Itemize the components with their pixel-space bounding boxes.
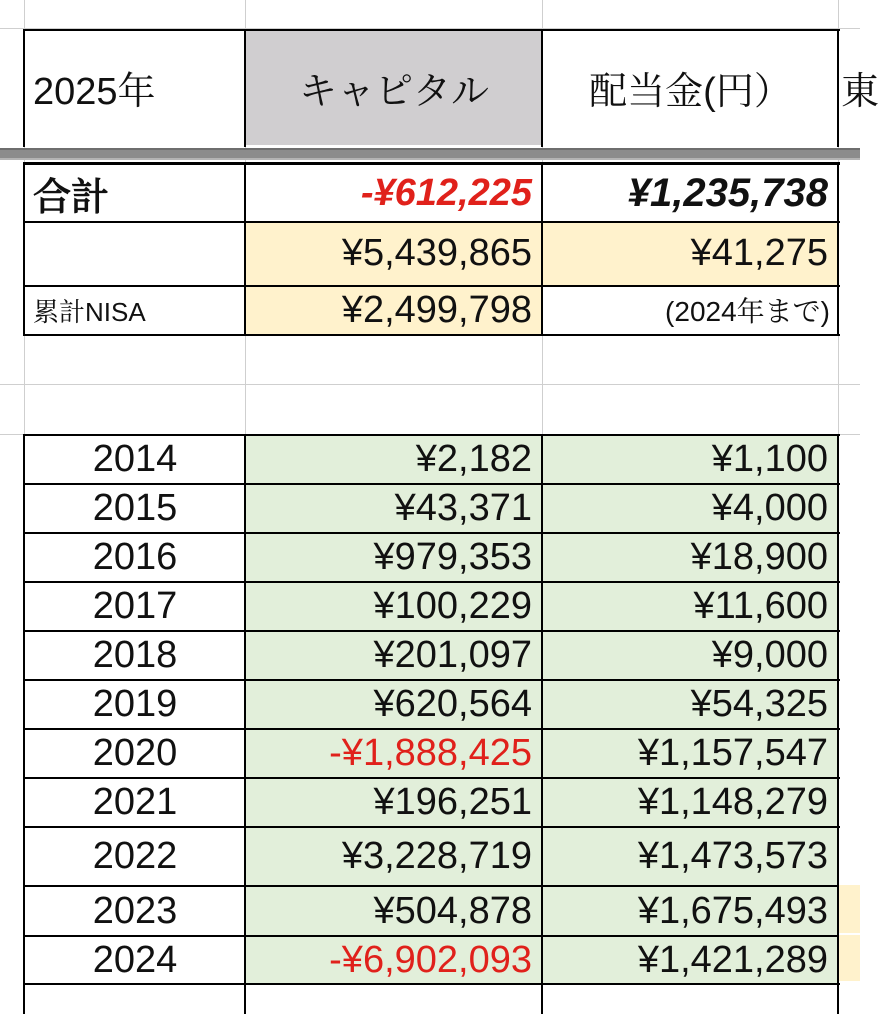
border — [541, 434, 543, 1014]
total-capital-cell[interactable] — [246, 165, 542, 221]
year-cell[interactable] — [25, 779, 245, 826]
dividend-value: ¥1,675,493 — [637, 889, 828, 932]
border — [23, 29, 840, 31]
capital-value: ¥201,097 — [373, 634, 532, 676]
capital-cell[interactable] — [246, 730, 542, 777]
row-border — [23, 532, 840, 534]
year-value: 2014 — [92, 438, 178, 480]
nisa-capital-cell[interactable] — [246, 286, 542, 334]
capital-cell[interactable] — [246, 583, 542, 630]
border — [23, 285, 840, 287]
capital-value: -¥6,902,093 — [329, 938, 532, 981]
year-value: 2017 — [92, 585, 178, 627]
capital-value: ¥3,228,719 — [341, 835, 532, 877]
dividend-header-label: 配当金(円） — [589, 71, 792, 113]
capital-value: ¥100,229 — [373, 585, 532, 627]
year-cell[interactable] — [25, 583, 245, 630]
year-header-label: 2025年 — [33, 71, 156, 113]
next-column-header-cell[interactable] — [839, 30, 879, 145]
nisa-note: (2024年まで) — [665, 296, 830, 327]
dividend-value: ¥18,900 — [690, 536, 828, 578]
total-dividend-cell[interactable] — [543, 165, 838, 221]
dividend-cell[interactable] — [543, 534, 838, 581]
capital-cell[interactable] — [246, 681, 542, 728]
capital-value: ¥979,353 — [373, 536, 532, 578]
dividend-value: ¥54,325 — [690, 683, 828, 725]
dividend-cell[interactable] — [543, 632, 838, 679]
row-border — [23, 581, 840, 583]
border — [23, 434, 25, 1014]
current-label-cell[interactable] — [25, 222, 245, 285]
capital-value: ¥2,182 — [415, 438, 532, 480]
next-column-header-label: 東 — [841, 71, 879, 113]
row-border — [23, 885, 840, 887]
capital-value: -¥1,888,425 — [329, 732, 532, 774]
border — [23, 221, 840, 223]
year-cell[interactable] — [25, 730, 245, 777]
year-cell[interactable] — [25, 485, 245, 532]
year-cell[interactable] — [25, 534, 245, 581]
year-cell[interactable] — [25, 828, 245, 885]
border — [23, 162, 840, 165]
nisa-label: 累計NISA — [33, 296, 146, 327]
border — [23, 334, 840, 336]
capital-cell[interactable] — [246, 436, 542, 483]
dividend-value: ¥9,000 — [711, 634, 828, 676]
capital-cell[interactable] — [246, 485, 542, 532]
capital-cell[interactable] — [246, 534, 542, 581]
year-value: 2024 — [92, 938, 178, 981]
total-capital-value: -¥612,225 — [360, 171, 532, 214]
year-value: 2015 — [92, 487, 178, 529]
partial-cell[interactable] — [839, 885, 860, 933]
capital-header-label: キャピタル — [298, 71, 489, 113]
capital-value: ¥43,371 — [394, 487, 532, 529]
row-border — [23, 679, 840, 681]
year-value: 2018 — [92, 634, 178, 676]
dividend-value: ¥11,600 — [693, 585, 828, 627]
current-dividend-cell[interactable] — [543, 222, 838, 285]
dividend-cell[interactable] — [543, 828, 838, 885]
capital-cell[interactable] — [246, 828, 542, 885]
row-border — [23, 483, 840, 485]
dividend-value: ¥1,148,279 — [637, 781, 828, 823]
dividend-value: ¥1,157,547 — [637, 732, 828, 774]
border — [23, 29, 25, 147]
year-value: 2016 — [92, 536, 178, 578]
capital-value: ¥504,878 — [373, 889, 532, 932]
row-border — [23, 434, 840, 436]
year-value: 2023 — [92, 889, 178, 932]
dividend-header-cell[interactable] — [543, 30, 838, 145]
border — [244, 29, 246, 147]
total-dividend-value: ¥1,235,738 — [627, 170, 828, 215]
border — [541, 29, 543, 147]
current-capital-cell[interactable] — [246, 222, 542, 285]
capital-header-cell[interactable] — [246, 30, 542, 145]
dividend-value: ¥1,473,573 — [637, 835, 828, 877]
row-border — [23, 935, 840, 937]
current-dividend-value: ¥41,275 — [690, 232, 828, 274]
border — [23, 162, 25, 336]
total-label: 合計 — [33, 176, 110, 219]
capital-cell[interactable] — [246, 632, 542, 679]
border — [244, 434, 246, 1014]
dividend-cell[interactable] — [543, 887, 838, 935]
border — [244, 162, 246, 336]
year-cell[interactable] — [25, 632, 245, 679]
dividend-cell[interactable] — [543, 436, 838, 483]
capital-cell[interactable] — [246, 779, 542, 826]
capital-cell[interactable] — [246, 887, 542, 935]
row-border — [23, 728, 840, 730]
border — [541, 162, 543, 336]
year-header-cell[interactable] — [25, 30, 245, 145]
total-label-cell[interactable] — [25, 165, 245, 221]
row-border — [23, 630, 840, 632]
frozen-pane-divider[interactable] — [0, 148, 860, 160]
dividend-cell[interactable] — [543, 583, 838, 630]
current-capital-value: ¥5,439,865 — [341, 232, 532, 274]
year-cell[interactable] — [25, 887, 245, 935]
partial-cell[interactable] — [839, 935, 860, 981]
gridline — [0, 384, 860, 385]
year-value: 2021 — [92, 781, 178, 823]
year-cell[interactable] — [25, 436, 245, 483]
capital-value: ¥196,251 — [373, 781, 532, 823]
dividend-cell[interactable] — [543, 937, 838, 983]
border — [837, 29, 839, 147]
year-value: 2019 — [92, 683, 178, 725]
capital-value: ¥620,564 — [373, 683, 532, 725]
year-cell[interactable] — [25, 681, 245, 728]
dividend-value: ¥1,100 — [711, 438, 828, 480]
nisa-note-cell[interactable] — [543, 286, 838, 334]
year-value: 2022 — [92, 835, 178, 877]
nisa-capital-value: ¥2,499,798 — [341, 288, 532, 331]
dividend-cell[interactable] — [543, 485, 838, 532]
dividend-cell[interactable] — [543, 779, 838, 826]
row-border — [23, 983, 840, 985]
border — [837, 162, 839, 336]
dividend-value: ¥1,421,289 — [637, 938, 828, 981]
capital-cell[interactable] — [246, 937, 542, 983]
dividend-value: ¥4,000 — [711, 487, 828, 529]
row-border — [23, 826, 840, 828]
nisa-label-cell[interactable] — [25, 286, 245, 334]
dividend-cell[interactable] — [543, 730, 838, 777]
year-value: 2020 — [92, 732, 178, 774]
year-cell[interactable] — [25, 937, 245, 983]
dividend-cell[interactable] — [543, 681, 838, 728]
row-border — [23, 777, 840, 779]
